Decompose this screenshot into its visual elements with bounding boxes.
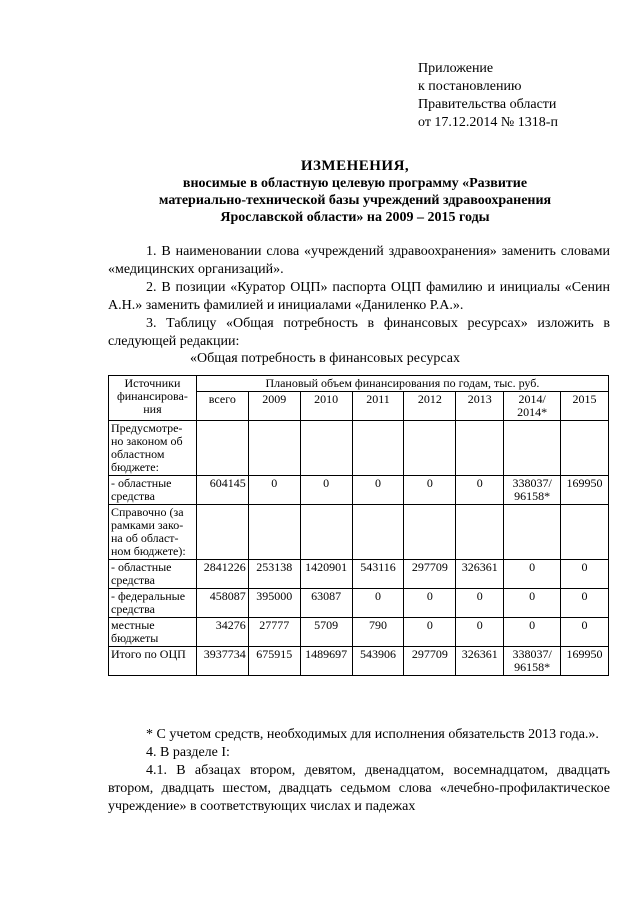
table-cell: 3937734 bbox=[196, 647, 248, 676]
table-row bbox=[109, 505, 609, 560]
table-cell bbox=[248, 421, 300, 476]
document-title bbox=[100, 158, 610, 226]
appendix-line: к постановлению bbox=[418, 79, 522, 94]
table-cell: 0 bbox=[456, 618, 504, 647]
table-cell: 253138 bbox=[248, 560, 300, 589]
table-row bbox=[109, 560, 609, 589]
table-cell: 1420901 bbox=[300, 560, 352, 589]
header-year: 2013 bbox=[456, 392, 504, 421]
table-cell: 34276 bbox=[196, 618, 248, 647]
header-year: 2011 bbox=[352, 392, 404, 421]
table-cell: 2841226 bbox=[196, 560, 248, 589]
header-group: Плановый объем финансирования по годам, тыс. руб. bbox=[196, 376, 608, 392]
header-year: всего bbox=[196, 392, 248, 421]
appendix-line: от 17.12.2014 № 1318-п bbox=[418, 115, 558, 130]
table-cell bbox=[352, 421, 404, 476]
table-cell bbox=[561, 505, 609, 560]
table-cell: 0 bbox=[404, 589, 456, 618]
title-line: Ярославской области» на 2009 – 2015 годы bbox=[220, 210, 490, 225]
table-cell: 1489697 bbox=[300, 647, 352, 676]
table-cell bbox=[456, 505, 504, 560]
table-cell: 63087 bbox=[300, 589, 352, 618]
table-cell: 0 bbox=[404, 618, 456, 647]
table-cell: 326361 bbox=[456, 560, 504, 589]
table-cell: 0 bbox=[456, 476, 504, 505]
table-row bbox=[109, 421, 609, 476]
table-cell: 0 bbox=[352, 476, 404, 505]
table-cell bbox=[561, 421, 609, 476]
row-label: - областные средства bbox=[109, 560, 197, 589]
financing-table bbox=[108, 375, 609, 676]
appendix-line: Правительства области bbox=[418, 97, 557, 112]
row-label: - областные средства bbox=[109, 476, 197, 505]
table-row bbox=[109, 647, 609, 676]
table-cell: 675915 bbox=[248, 647, 300, 676]
table-cell: 790 bbox=[352, 618, 404, 647]
table-cell: 169950 bbox=[561, 647, 609, 676]
table-cell bbox=[248, 505, 300, 560]
table-cell: 604145 bbox=[196, 476, 248, 505]
table-cell: 0 bbox=[300, 476, 352, 505]
paragraph-1: 1. В наименовании слова «учреждений здравоохранения» заменить словами «медицинских организаций». bbox=[108, 244, 610, 277]
table-cell: 0 bbox=[504, 618, 561, 647]
table-cell: 0 bbox=[248, 476, 300, 505]
table-cell: 338037/ 96158* bbox=[504, 647, 561, 676]
title-line: материально-технической базы учреждений здравоохранения bbox=[158, 193, 552, 208]
table-cell bbox=[196, 505, 248, 560]
table-cell bbox=[300, 505, 352, 560]
paragraph-4-1: 4.1. В абзацах втором, девятом, двенадцатом, восемнадцатом, двадцать втором, двадцать шестом, двадцать седьмом слова «лечебно-профилактическое учреждение» в соответствующих числах и падежах bbox=[108, 763, 610, 814]
header-year: 2015 bbox=[561, 392, 609, 421]
table-cell: 326361 bbox=[456, 647, 504, 676]
appendix-line: Приложение bbox=[418, 61, 494, 76]
header-year: 2012 bbox=[404, 392, 456, 421]
appendix-header bbox=[418, 60, 558, 132]
table-cell: 0 bbox=[352, 589, 404, 618]
table-cell: 543906 bbox=[352, 647, 404, 676]
table-cell: 0 bbox=[456, 589, 504, 618]
table-cell: 169950 bbox=[561, 476, 609, 505]
table-header-row bbox=[109, 376, 609, 392]
table-cell: 0 bbox=[561, 618, 609, 647]
table-cell bbox=[404, 505, 456, 560]
table-row bbox=[109, 618, 609, 647]
header-year: 2010 bbox=[300, 392, 352, 421]
footnote-text: * С учетом средств, необходимых для исполнения обязательств 2013 года.». bbox=[146, 727, 599, 742]
row-label: Итого по ОЦП bbox=[109, 647, 197, 676]
table-cell: 0 bbox=[561, 589, 609, 618]
header-year: 2014/ 2014* bbox=[504, 392, 561, 421]
table-cell: 338037/ 96158* bbox=[504, 476, 561, 505]
table-cell: 458087 bbox=[196, 589, 248, 618]
table-cell: 5709 bbox=[300, 618, 352, 647]
paragraph-2: 2. В позиции «Куратор ОЦП» паспорта ОЦП фамилию и инициалы «Сенин А.Н.» заменить фамилией и инициалами «Даниленко Р.А.». bbox=[108, 280, 610, 313]
title-line: вносимые в областную целевую программу «Развитие bbox=[182, 176, 528, 191]
row-label: Справочно (за рамками зако-на об област-ном бюджете): bbox=[109, 505, 197, 560]
table-caption: «Общая потребность в финансовых ресурсах bbox=[190, 351, 460, 366]
table-cell bbox=[352, 505, 404, 560]
table-cell: 0 bbox=[504, 589, 561, 618]
table-cell bbox=[456, 421, 504, 476]
header-source: Источники финансирова-ния bbox=[109, 376, 197, 421]
row-label: местные бюджеты bbox=[109, 618, 197, 647]
table-cell bbox=[196, 421, 248, 476]
table-cell bbox=[504, 505, 561, 560]
paragraph-3: 3. Таблицу «Общая потребность в финансовых ресурсах» изложить в следующей редакции: bbox=[108, 316, 610, 349]
table-cell: 0 bbox=[504, 560, 561, 589]
header-year: 2009 bbox=[248, 392, 300, 421]
table-row bbox=[109, 476, 609, 505]
row-label: - федеральные средства bbox=[109, 589, 197, 618]
table-cell bbox=[504, 421, 561, 476]
table-cell: 543116 bbox=[352, 560, 404, 589]
table-cell: 297709 bbox=[404, 560, 456, 589]
table-row bbox=[109, 589, 609, 618]
table-cell bbox=[300, 421, 352, 476]
table-cell: 27777 bbox=[248, 618, 300, 647]
title-main: ИЗМЕНЕНИЯ, bbox=[300, 158, 410, 174]
table-cell: 395000 bbox=[248, 589, 300, 618]
paragraph-4: 4. В разделе I: bbox=[146, 745, 230, 760]
table-cell bbox=[404, 421, 456, 476]
table-cell: 0 bbox=[561, 560, 609, 589]
row-label: Предусмотре-но законом об областном бюджете: bbox=[109, 421, 197, 476]
footnote-block bbox=[108, 726, 610, 816]
table-cell: 0 bbox=[404, 476, 456, 505]
table-cell: 297709 bbox=[404, 647, 456, 676]
